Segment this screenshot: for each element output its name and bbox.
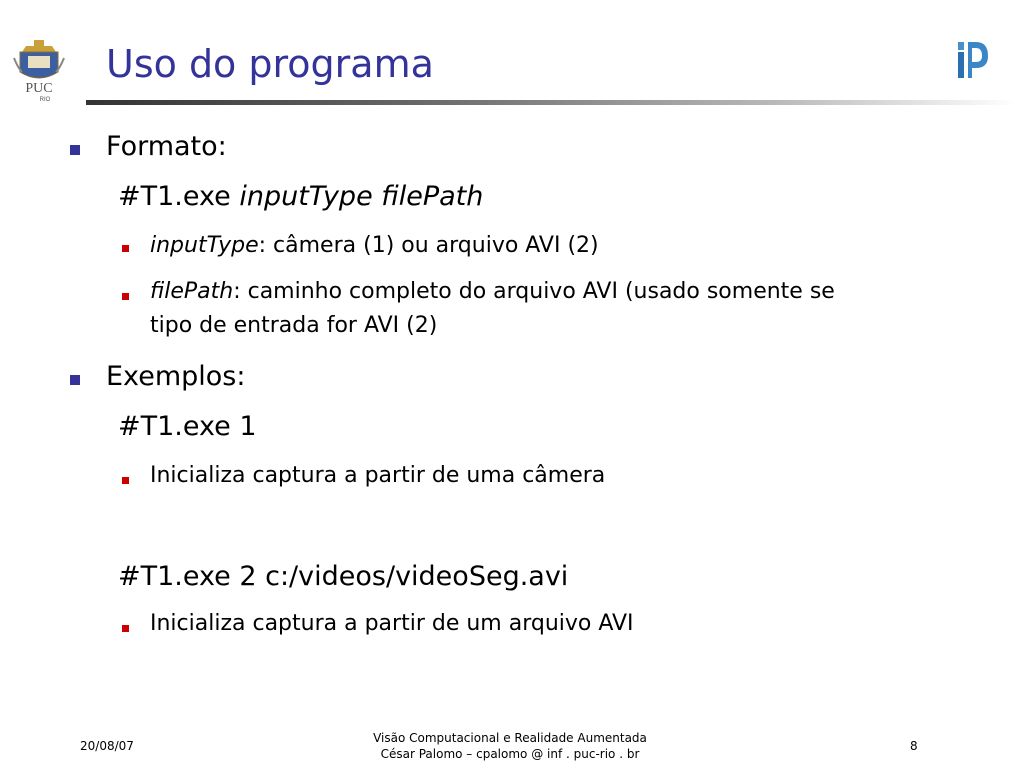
footer-course-line2: César Palomo – cpalomo @ inf . puc-rio . br [380, 747, 640, 761]
puc-rio-logo [12, 38, 66, 104]
formato-heading: Formato: [106, 131, 227, 162]
file-path-item [150, 276, 835, 308]
bullet-level1-icon [70, 375, 80, 385]
exemplos-heading: Exemplos: [106, 361, 246, 392]
footer-course-line1: Visão Computacional e Realidade Aumentada [373, 731, 647, 745]
example2-command: #T1.exe 2 c:/videos/videoSeg.avi [118, 561, 569, 592]
bullet-level2-icon [122, 625, 129, 632]
slide-title: Uso do programa [106, 42, 434, 86]
input-type-desc: : câmera (1) ou arquivo AVI (2) [258, 233, 599, 258]
example1-desc: Inicializa captura a partir de uma câmera [150, 463, 606, 488]
input-type-item [150, 230, 599, 262]
file-path-desc-line2: tipo de entrada for AVI (2) [150, 313, 438, 338]
department-logo [954, 38, 992, 84]
example2-desc: Inicializa captura a partir de um arquivo AVI [150, 611, 634, 636]
footer-course [340, 730, 680, 762]
example1-command: #T1.exe 1 [118, 411, 257, 442]
logo-puc-text: PUC [25, 81, 53, 96]
title-underline [86, 100, 1016, 105]
bullet-level2-icon [122, 245, 129, 252]
footer-page-number: 8 [910, 739, 918, 753]
bullet-level1-icon [70, 145, 80, 155]
file-path-term: filePath [150, 279, 234, 304]
bullet-level2-icon [122, 293, 129, 300]
logo-rio-text: RIO [39, 97, 51, 103]
bullet-level2-icon [122, 477, 129, 484]
formato-command [118, 180, 483, 214]
formato-command-prefix: #T1.exe [118, 181, 240, 212]
file-path-desc-line1: : caminho completo do arquivo AVI (usado somente se [233, 279, 835, 304]
formato-command-args: inputType filePath [239, 181, 484, 212]
input-type-term: inputType [150, 233, 259, 258]
footer-date: 20/08/07 [80, 739, 134, 753]
